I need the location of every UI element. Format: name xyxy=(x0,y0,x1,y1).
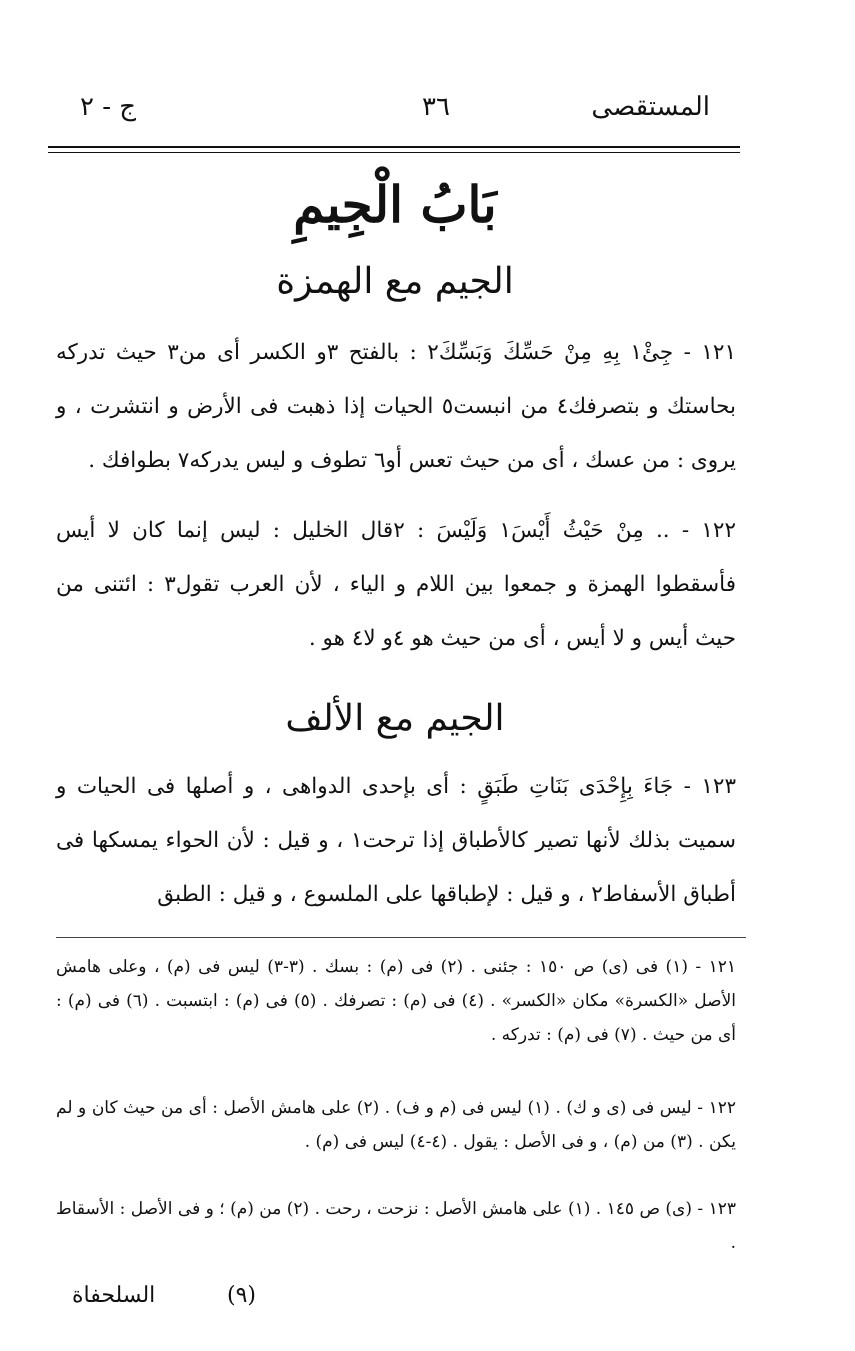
header-rule-thin xyxy=(48,152,740,153)
section-title-alif: الجيم مع الألف xyxy=(285,698,505,739)
book-title: المستقصى xyxy=(591,92,710,122)
chapter-title: بَابُ الْجِيمِ xyxy=(293,175,497,234)
page-number: ٣٦ xyxy=(422,92,450,122)
footnote-separator xyxy=(56,937,746,938)
section-title-hamza: الجيم مع الهمزة xyxy=(276,261,514,302)
running-header xyxy=(50,92,740,132)
footnote-122: ١٢٢ - ليس فى (ى و ك) . (١) ليس فى (م و ف) . (٢) على هامش الأصل : أى من حيث كان و لم يكن . (٣) من (م) ، و فى الأصل : يقول . (٤-٤) ليس فى (م) . xyxy=(56,1098,737,1152)
footnote-123: ١٢٣ - (ى) ص ١٤٥ . (١) على هامش الأصل : نزحت ، رحت . (٢) من (م) ؛ و فى الأصل : الأسقاط . xyxy=(56,1199,736,1253)
page-footer xyxy=(0,1283,855,1323)
catchword: السلحفاة xyxy=(72,1283,156,1308)
signature-mark: (٩) xyxy=(227,1283,257,1308)
footnote-121: ١٢١ - (١) فى (ى) ص ١٥٠ : جئنى . (٢) فى (م) : بسك . (٣-٣) ليس فى (م) ، وعلى هامش الأصل «الكسرة» مكان «الكسر» . (٤) فى (م) : تصرفك . (٥) فى (م) : ابتسبت . (٦) فى (م) : أى من حيث . (٧) فى (م) : تدركه . xyxy=(56,957,736,1045)
entry-122: ١٢٢ - .. مِنْ حَيْثُ أَيْسَ١ وَلَيْسَ : ٢قال الخليل : ليس إنما كان لا أيس فأسقطوا الهمزة و جمعوا بين اللام و الياء ، لأن العرب تقول٣ : ائتنى من حيث أيس و لا أيس ، أى من حيث هو ٤و لا٤ هو . xyxy=(56,518,737,651)
header-rule-thick xyxy=(48,146,740,148)
entry-121: ١٢١ - جِئْ١ بِهِ مِنْ حَسِّكَ وَبَسِّكَ٢ : بالفتح ٣و الكسر أى من٣ حيث تدركه بحاستك و بتصرفك٤ من انبست٥ الحيات إذا ذهبت فى الأرض و انتشرت ، و يروى : من عسك ، أى من حيث تعس أو٦ تطوف و ليس يدركه٧ بطوافك . xyxy=(56,340,737,473)
entry-123: ١٢٣ - جَاءَ بِإِحْدَى بَنَاتِ طَبَقٍ : أى بإحدى الدواهى ، و أصلها فى الحيات و سميت بذلك لأنها تصير كالأطباق إذا ترحت١ ، و قيل : لأن الحواء يمسكها فى أطباق الأسفاط٢ ، و قيل : لإطباقها على الملسوع ، و قيل : الطبق xyxy=(56,774,737,907)
volume-number: ج - ٢ xyxy=(80,92,137,122)
